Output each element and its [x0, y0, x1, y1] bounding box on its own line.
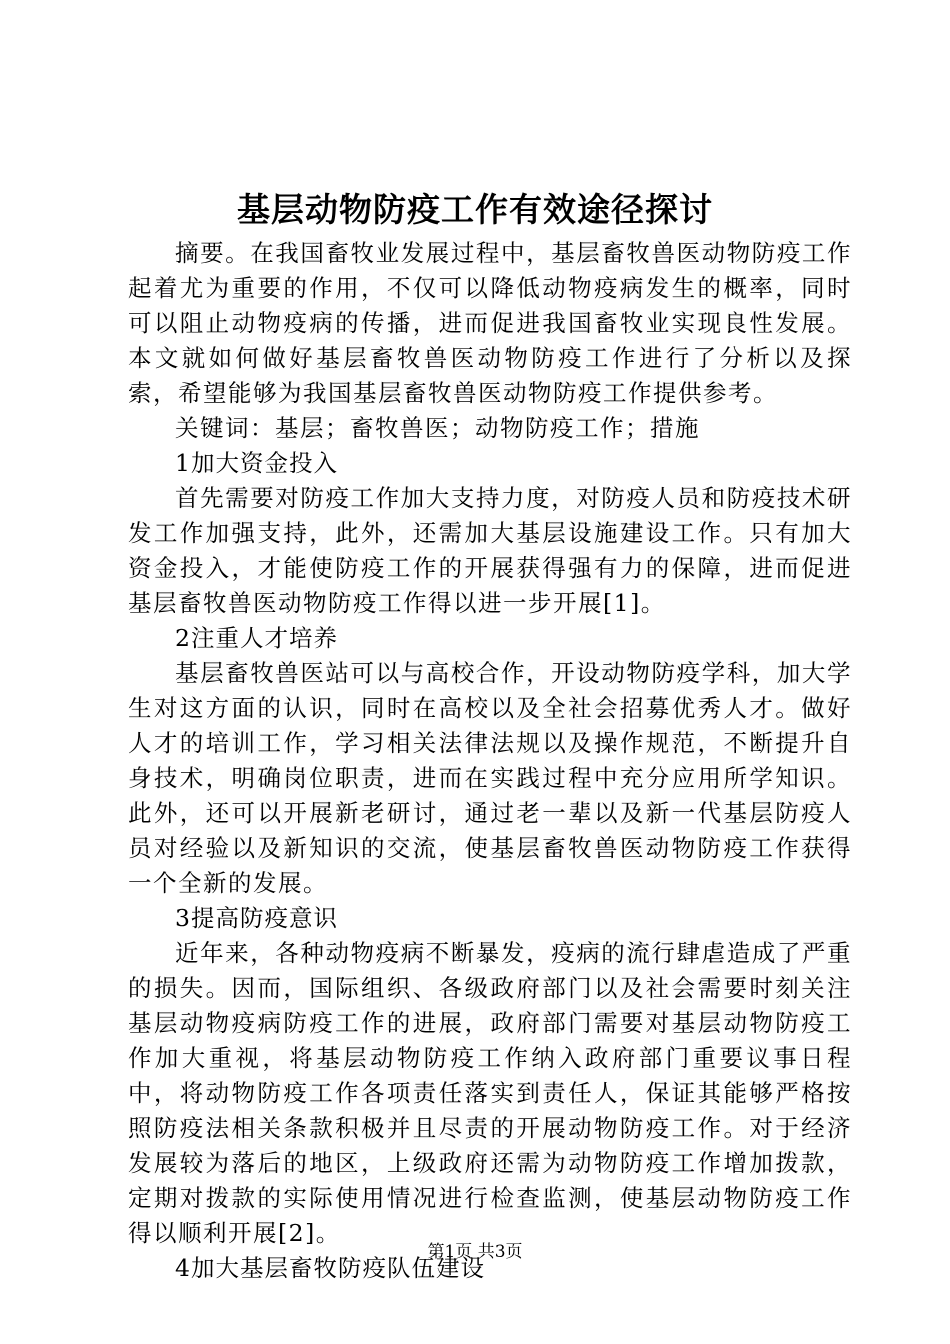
document-title: 基层动物防疫工作有效途径探讨 — [237, 190, 713, 229]
section-heading-1: 1加大资金投入 — [175, 449, 338, 477]
keywords-paragraph: 关键词：基层；畜牧兽医；动物防疫工作；措施 — [175, 414, 700, 442]
section-paragraph-2: 基层畜牧兽医站可以与高校合作，开设动物防疫学科，加大学生对这方面的认识，同时在高校以及全社会招募优秀人才。做好人才的培训工作，学习相关法律法规以及操作规范，不断提升自身技术，明确岗位职责，进而在实践过程中充分应用所学知识。此外，还可以开展新老研讨，通过老一辈以及新一代基层防疫人员对经验以及新知识的交流，使基层畜牧兽医动物防疫工作获得一个全新的发展。 — [128, 659, 852, 897]
page-footer: 第1页 共3页 — [427, 1242, 523, 1262]
section-heading-3: 3提高防疫意识 — [175, 904, 338, 932]
section-heading-2: 2注重人才培养 — [175, 624, 338, 652]
section-paragraph-1: 首先需要对防疫工作加大支持力度，对防疫人员和防疫技术研发工作加强支持，此外，还需加大基层设施建设工作。只有加大资金投入，才能使防疫工作的开展获得强有力的保障，进而促进基层畜牧兽医动物防疫工作得以进一步开展[1]。 — [128, 484, 852, 617]
section-heading-4: 4加大基层畜牧防疫队伍建设 — [175, 1254, 485, 1282]
abstract-paragraph: 摘要。在我国畜牧业发展过程中，基层畜牧兽医动物防疫工作起着尤为重要的作用，不仅可以降低动物疫病发生的概率，同时可以阻止动物疫病的传播，进而促进我国畜牧业实现良性发展。本文就如何做好基层畜牧兽医动物防疫工作进行了分析以及探索，希望能够为我国基层畜牧兽医动物防疫工作提供参考。 — [128, 239, 852, 407]
section-paragraph-3: 近年来，各种动物疫病不断暴发，疫病的流行肆虐造成了严重的损失。因而，国际组织、各级政府部门以及社会需要时刻关注基层动物疫病防疫工作的进展，政府部门需要对基层动物防疫工作加大重视，将基层动物防疫工作纳入政府部门重要议事日程中，将动物防疫工作各项责任落实到责任人，保证其能够严格按照防疫法相关条款积极并且尽责的开展动物防疫工作。对于经济发展较为落后的地区，上级政府还需为动物防疫工作增加拨款，定期对拨款的实际使用情况进行检查监测，使基层动物防疫工作得以顺利开展[2]。 — [128, 939, 852, 1247]
document-body — [128, 236, 852, 1286]
